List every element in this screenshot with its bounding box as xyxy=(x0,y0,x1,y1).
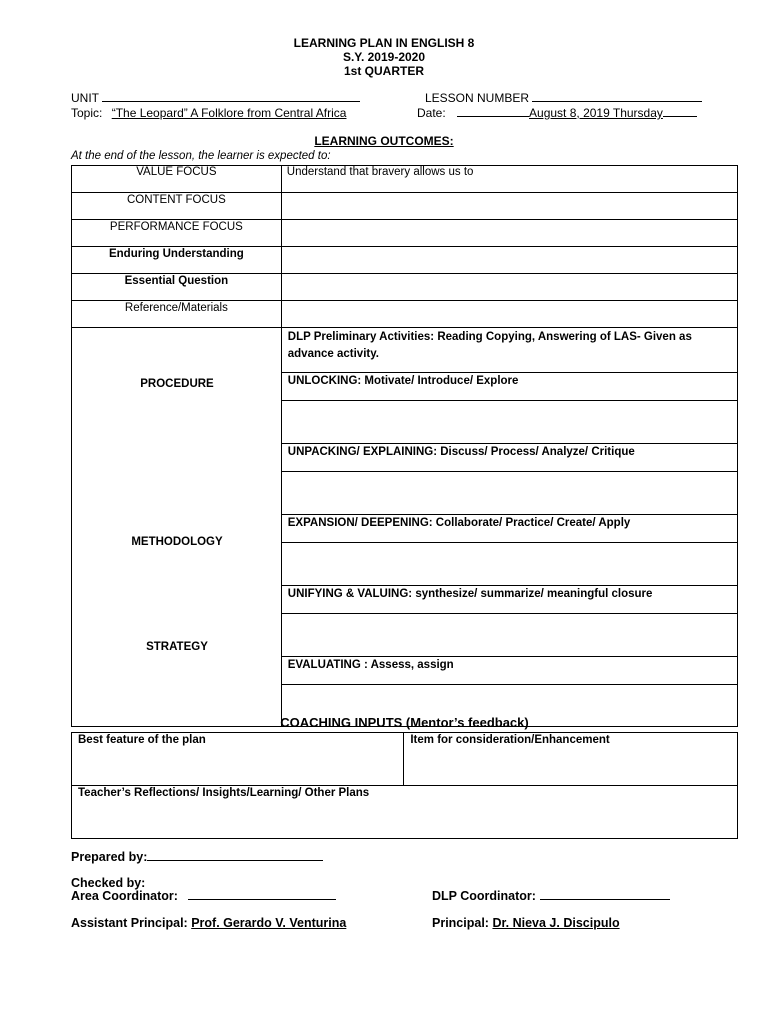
lesson-number-field xyxy=(425,91,702,105)
step-unpacking-blank[interactable] xyxy=(282,472,737,515)
row-value-content-focus[interactable] xyxy=(281,193,737,220)
topic-field xyxy=(71,106,354,120)
lesson-number-blank xyxy=(532,101,702,102)
doc-title: LEARNING PLAN IN ENGLISH 8 xyxy=(293,36,475,50)
unit-field xyxy=(71,91,360,105)
table-row xyxy=(72,733,738,786)
row-value-enduring-understanding[interactable] xyxy=(281,247,737,274)
school-year: S.Y. 2019-2020 xyxy=(342,50,426,64)
row-label-content-focus: CONTENT FOCUS xyxy=(72,193,282,220)
principal-name: Dr. Nieva J. Discipulo xyxy=(492,916,620,930)
table-row xyxy=(72,786,738,839)
table-row xyxy=(72,220,738,247)
table-row xyxy=(72,247,738,274)
area-coordinator xyxy=(71,889,336,903)
coaching-title: COACHING INPUTS (Mentor’s feedback) xyxy=(280,715,529,730)
dlp-coordinator-label: DLP Coordinator: xyxy=(432,889,536,903)
table-row xyxy=(72,301,738,328)
step-expansion: EXPANSION/ DEEPENING: Collaborate/ Practice/ Create/ Apply xyxy=(282,515,737,543)
date-blank-left xyxy=(457,116,529,117)
date-field xyxy=(417,106,697,120)
learning-outcomes-title: LEARNING OUTCOMES: xyxy=(314,134,454,148)
row-value-value-focus[interactable]: Understand that bravery allows us to xyxy=(281,166,737,193)
row-label-value-focus: VALUE FOCUS xyxy=(72,166,282,193)
step-unpacking: UNPACKING/ EXPLAINING: Discuss/ Process/ Analyze/ Critique xyxy=(282,444,737,472)
step-unifying: UNIFYING & VALUING: synthesize/ summarize/ meaningful closure xyxy=(282,586,737,614)
learning-outcomes-table xyxy=(71,165,738,727)
step-evaluating: EVALUATING : Assess, assign xyxy=(282,657,737,685)
procedure-label: PROCEDURE xyxy=(140,378,214,390)
row-label-essential-question: Essential Question xyxy=(72,274,282,301)
procedure-side-cell xyxy=(72,328,282,727)
date-label: Date: xyxy=(417,106,446,120)
assistant-principal-name: Prof. Gerardo V. Venturina xyxy=(191,916,347,930)
principal-label: Principal: xyxy=(432,916,489,930)
step-preliminary: DLP Preliminary Activities: Reading Copying, Answering of LAS- Given as advance activity. xyxy=(282,328,737,373)
row-label-enduring-understanding: Enduring Understanding xyxy=(72,247,282,274)
area-coordinator-label: Area Coordinator: xyxy=(71,889,178,903)
best-feature-cell[interactable]: Best feature of the plan xyxy=(72,733,404,786)
methodology-label: METHODOLOGY xyxy=(131,536,223,548)
checked-by-label: Checked by: xyxy=(71,876,146,890)
prepared-by-line[interactable] xyxy=(147,860,323,861)
assistant-principal-label: Assistant Principal: xyxy=(71,916,188,930)
unit-label: UNIT xyxy=(71,91,99,105)
consideration-cell[interactable]: Item for consideration/Enhancement xyxy=(404,733,738,786)
quarter: 1st QUARTER xyxy=(343,64,424,78)
procedure-steps-cell xyxy=(281,328,737,727)
area-coordinator-line[interactable] xyxy=(188,899,336,900)
step-unlocking: UNLOCKING: Motivate/ Introduce/ Explore xyxy=(282,373,737,401)
unit-blank xyxy=(102,101,360,102)
topic-label: Topic: xyxy=(71,106,103,120)
lesson-number-label: LESSON NUMBER xyxy=(425,91,530,105)
coaching-table xyxy=(71,732,738,839)
row-value-reference-materials[interactable] xyxy=(281,301,737,328)
strategy-label: STRATEGY xyxy=(146,641,208,653)
row-value-performance-focus[interactable] xyxy=(281,220,737,247)
learning-outcomes-intro: At the end of the lesson, the learner is expected to: xyxy=(71,150,331,162)
dlp-coordinator-line[interactable] xyxy=(540,899,670,900)
assistant-principal xyxy=(71,916,346,930)
date-value: August 8, 2019 Thursday xyxy=(529,106,663,120)
row-label-reference-materials: Reference/Materials xyxy=(72,301,282,328)
reflections-cell[interactable]: Teacher’s Reflections/ Insights/Learning/ Other Plans xyxy=(72,786,738,839)
date-blank-right xyxy=(663,116,697,117)
table-row xyxy=(72,274,738,301)
table-row xyxy=(72,193,738,220)
row-label-performance-focus: PERFORMANCE FOCUS xyxy=(72,220,282,247)
principal xyxy=(432,916,620,930)
topic-value: “The Leopard” A Folklore from Central Africa xyxy=(111,106,347,120)
table-row xyxy=(72,166,738,193)
step-unifying-blank[interactable] xyxy=(282,614,737,657)
prepared-by-label: Prepared by: xyxy=(71,850,148,864)
row-value-essential-question[interactable] xyxy=(281,274,737,301)
step-unlocking-blank[interactable] xyxy=(282,401,737,444)
procedure-row xyxy=(72,328,738,727)
prepared-by xyxy=(71,850,323,864)
dlp-coordinator xyxy=(432,889,670,903)
step-expansion-blank[interactable] xyxy=(282,543,737,586)
